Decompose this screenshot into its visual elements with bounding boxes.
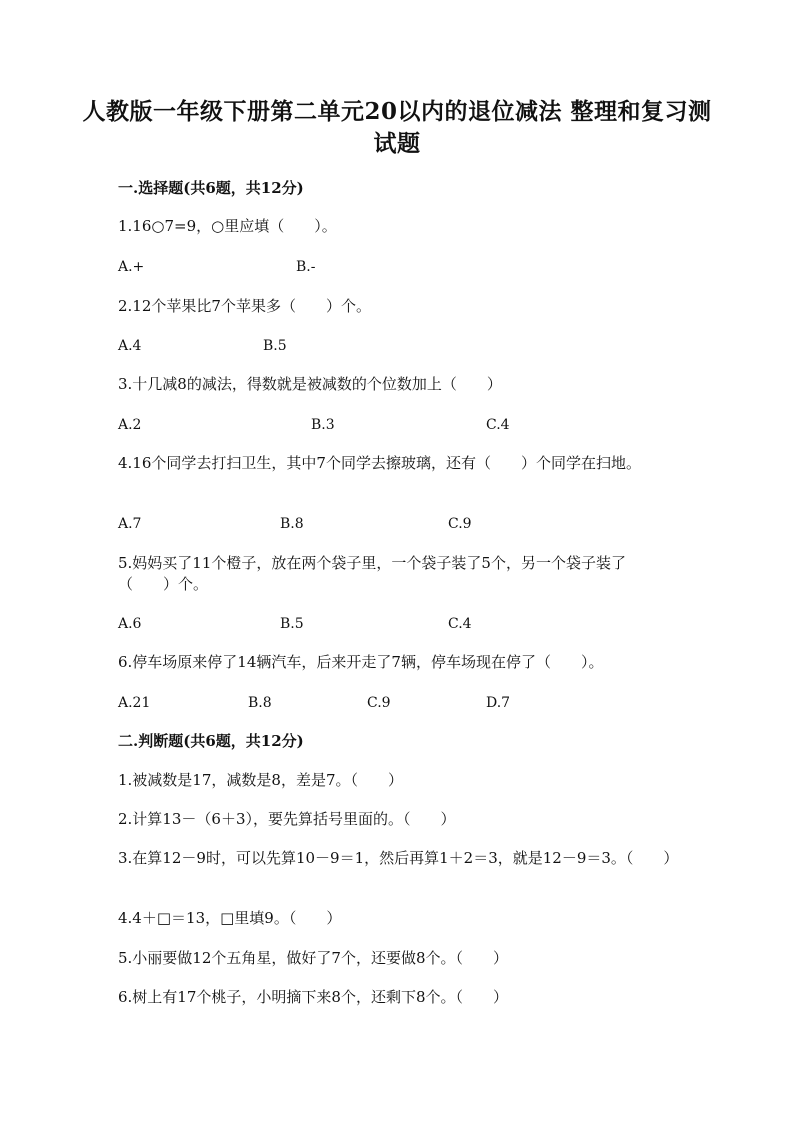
option-a[interactable]: A.2 [118,417,142,433]
option-c[interactable]: C.9 [448,516,472,532]
judge-question-6: 6.树上有17个桃子，小明摘下来8个，还剩下8个。（ ） [118,988,508,1006]
option-c[interactable]: C.4 [486,417,510,433]
option-c[interactable]: C.9 [367,695,391,711]
choice-options-6 [118,693,718,713]
judge-question-5: 5.小丽要做12个五角星，做好了7个，还要做8个。（ ） [118,949,508,967]
judge-question-4: 4.4＋□＝13，□里填9。（ ） [118,909,342,927]
choice-question-1: 1.16○7=9，○里应填（ ）。 [118,217,337,235]
option-d[interactable]: D.7 [486,695,511,711]
option-b[interactable]: B.5 [263,338,287,354]
judge-question-1: 1.被减数是17，减数是8，差是7。（ ） [118,771,403,789]
option-a[interactable]: A.7 [118,516,142,532]
choice-question-5: 5.妈妈买了11个橙子，放在两个袋子里，一个袋子装了5个，另一个袋子装了（ ）个。 [118,554,626,593]
choice-question-4: 4.16个同学去打扫卫生，其中7个同学去擦玻璃，还有（ ）个同学在扫地。 [118,454,641,472]
option-a[interactable]: A.6 [118,616,142,632]
option-b[interactable]: B.8 [248,695,272,711]
option-c[interactable]: C.4 [448,616,472,632]
choice-options-4 [118,514,718,534]
choice-options-5 [118,614,718,634]
choice-options-1 [118,257,718,277]
section-heading-choice: 一.选择题(共6题，共12分) [118,179,304,197]
option-a[interactable]: A.21 [118,695,151,711]
option-b[interactable]: B.- [296,259,316,275]
choice-options-3 [118,415,718,435]
judge-question-2: 2.计算13－（6＋3），要先算括号里面的。（ ） [118,810,456,828]
choice-options-2 [118,336,718,356]
judge-question-3: 3.在算12－9时，可以先算10－9＝1，然后再算1＋2＝3，就是12－9＝3。（ ） [118,849,679,867]
section-heading-judge: 二.判断题(共6题，共12分) [118,732,304,750]
option-a[interactable]: A.+ [118,259,145,275]
choice-question-2: 2.12个苹果比7个苹果多（ ）个。 [118,297,371,315]
option-b[interactable]: B.5 [280,616,304,632]
option-a[interactable]: A.4 [118,338,142,354]
choice-question-6: 6.停车场原来停了14辆汽车，后来开走了7辆，停车场现在停了（ ）。 [118,653,604,671]
page-title: 人教版一年级下册第二单元20以内的退位减法 整理和复习测试题 [82,98,712,157]
choice-question-3: 3.十几减8的减法，得数就是被减数的个位数加上（ ） [118,375,502,393]
option-b[interactable]: B.8 [280,516,304,532]
option-b[interactable]: B.3 [311,417,335,433]
